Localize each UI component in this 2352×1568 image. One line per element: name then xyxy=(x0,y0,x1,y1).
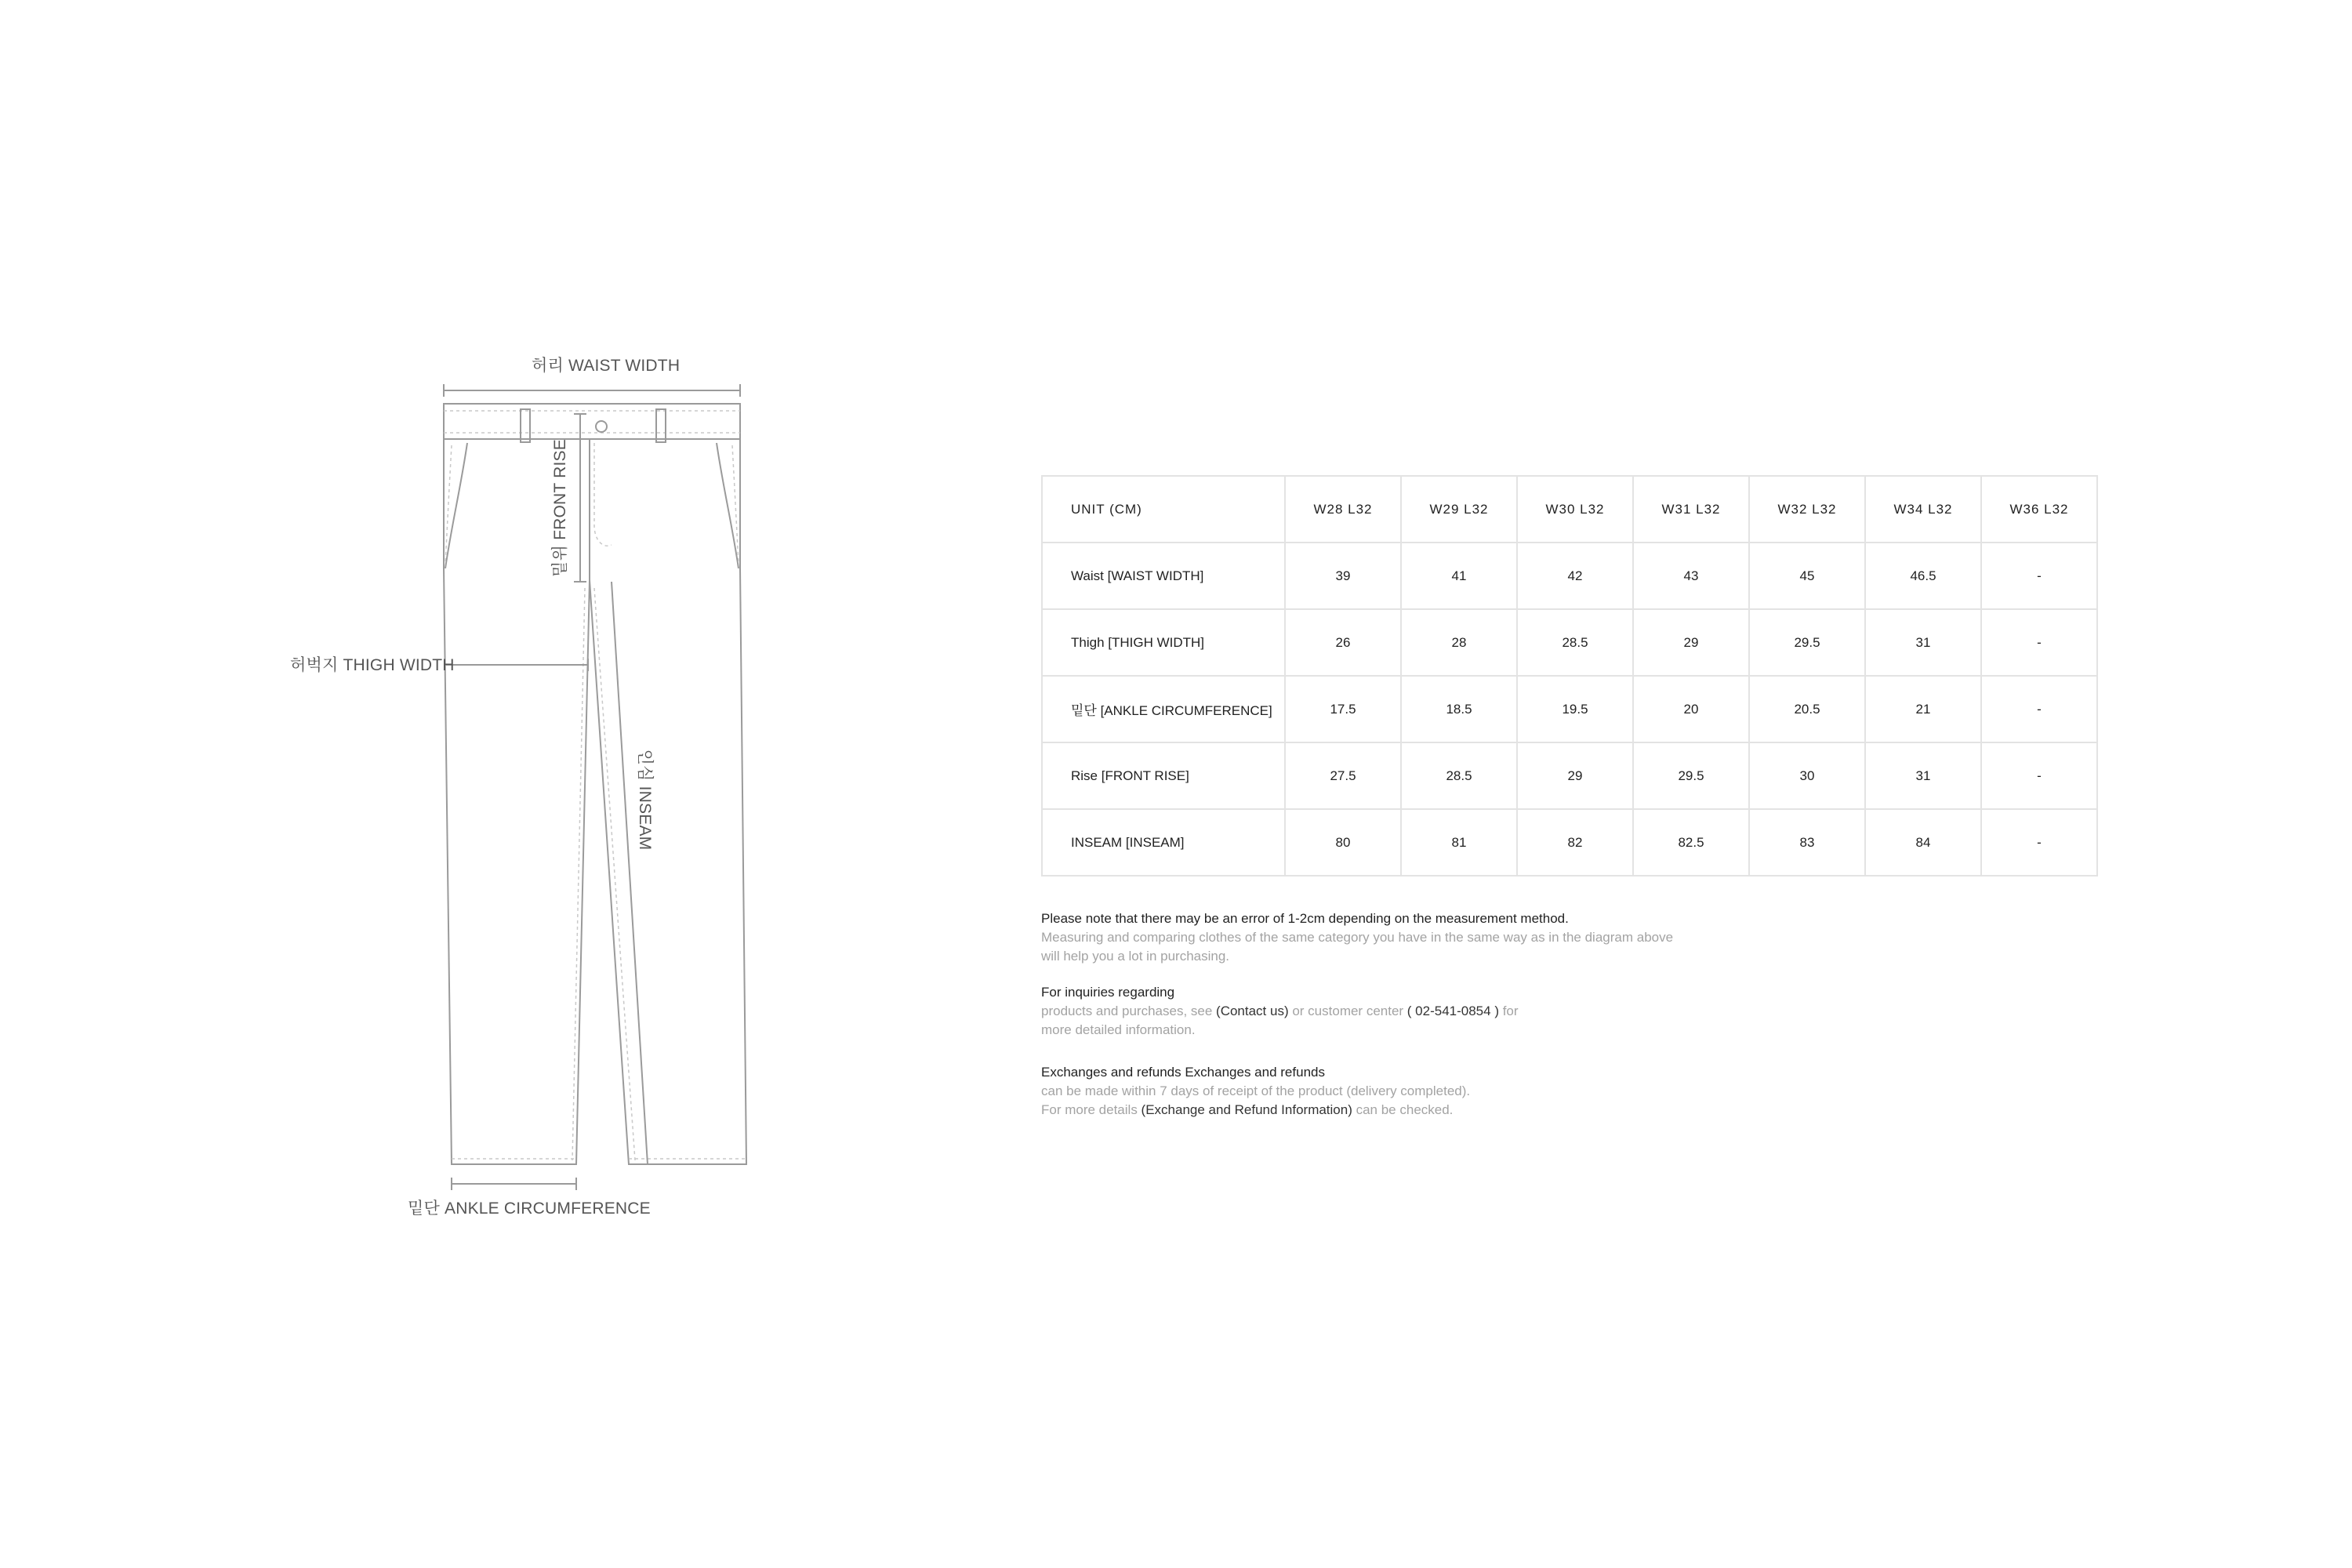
table-cell: 45 xyxy=(1749,543,1865,609)
table-cell: 31 xyxy=(1865,742,1981,809)
pants-outline-drawing xyxy=(267,329,815,1231)
front-rise-label: 밑위 FRONT RISE xyxy=(551,439,569,577)
contact-us-link[interactable]: (Contact us) xyxy=(1216,1004,1289,1018)
measurement-note-heading: Please note that there may be an error of 1-2cm depending on the measurement method. xyxy=(1041,911,1569,926)
belt-loop-left xyxy=(521,409,530,442)
pants-measurement-diagram xyxy=(267,329,815,1231)
fly-stitch xyxy=(594,443,612,546)
row-label: 밑단 [ANKLE CIRCUMFERENCE] xyxy=(1042,676,1285,742)
unit-header: UNIT (CM) xyxy=(1042,476,1285,543)
table-row-rise xyxy=(1042,742,2097,809)
inquiry-note xyxy=(1041,983,1747,1040)
table-cell: 42 xyxy=(1517,543,1633,609)
thigh-width-label: 허벅지 THIGH WIDTH xyxy=(290,656,455,674)
waist-width-label: 허리 WAIST WIDTH xyxy=(532,357,681,375)
table-cell: 20.5 xyxy=(1749,676,1865,742)
table-cell: 80 xyxy=(1285,809,1401,876)
table-cell: 31 xyxy=(1865,609,1981,676)
measurement-note-line: Measuring and comparing clothes of the same category you have in the same way as in the diagram above xyxy=(1041,930,1674,945)
waist-button xyxy=(596,421,607,432)
size-header: W36 L32 xyxy=(1981,476,2097,543)
exchange-refund-info-link[interactable]: (Exchange and Refund Information) xyxy=(1141,1102,1352,1117)
table-cell: 21 xyxy=(1865,676,1981,742)
inquiry-line xyxy=(1041,1002,1747,1021)
right-pocket xyxy=(717,443,739,568)
row-label: Rise [FRONT RISE] xyxy=(1042,742,1285,809)
table-cell: 29.5 xyxy=(1749,609,1865,676)
left-pocket xyxy=(445,443,467,568)
table-row-thigh xyxy=(1042,609,2097,676)
inseam-label: 인심 INSEAM xyxy=(636,749,654,851)
table-cell: 28.5 xyxy=(1517,609,1633,676)
table-cell: 29.5 xyxy=(1633,742,1749,809)
size-header: W29 L32 xyxy=(1401,476,1517,543)
table-cell: 26 xyxy=(1285,609,1401,676)
table-cell: 29 xyxy=(1633,609,1749,676)
inquiry-text: or customer center xyxy=(1288,1004,1407,1018)
table-header-row xyxy=(1042,476,2097,543)
exchange-heading: Exchanges and refunds Exchanges and refunds xyxy=(1041,1065,1325,1080)
exchange-note xyxy=(1041,1063,1747,1120)
exchange-text: can be checked. xyxy=(1352,1102,1454,1117)
table-cell: - xyxy=(1981,742,2097,809)
table-cell: 30 xyxy=(1749,742,1865,809)
inquiry-heading: For inquiries regarding xyxy=(1041,985,1175,1000)
table-cell: 46.5 xyxy=(1865,543,1981,609)
belt-loop-right xyxy=(656,409,666,442)
inquiry-text: products and purchases, see xyxy=(1041,1004,1217,1018)
table-cell: 82 xyxy=(1517,809,1633,876)
table-cell: 18.5 xyxy=(1401,676,1517,742)
right-leg-outline xyxy=(590,439,746,1164)
size-chart-table xyxy=(1041,475,2098,877)
table-cell: 19.5 xyxy=(1517,676,1633,742)
table-cell: 27.5 xyxy=(1285,742,1401,809)
table-cell: 29 xyxy=(1517,742,1633,809)
row-label: Thigh [THIGH WIDTH] xyxy=(1042,609,1285,676)
customer-center-phone: ( 02-541-0854 ) xyxy=(1406,1004,1499,1018)
row-label: INSEAM [INSEAM] xyxy=(1042,809,1285,876)
inquiry-line: more detailed information. xyxy=(1041,1022,1196,1037)
table-cell: 20 xyxy=(1633,676,1749,742)
ankle-circumference-label: 밑단 ANKLE CIRCUMFERENCE xyxy=(408,1200,651,1218)
table-cell: 39 xyxy=(1285,543,1401,609)
table-row-ankle xyxy=(1042,676,2097,742)
table-cell: - xyxy=(1981,809,2097,876)
row-label: Waist [WAIST WIDTH] xyxy=(1042,543,1285,609)
measurement-note-line: will help you a lot in purchasing. xyxy=(1041,949,1230,964)
table-cell: 17.5 xyxy=(1285,676,1401,742)
exchange-text: For more details xyxy=(1041,1102,1142,1117)
table-cell: 81 xyxy=(1401,809,1517,876)
table-cell: 41 xyxy=(1401,543,1517,609)
exchange-line xyxy=(1041,1101,1747,1120)
table-cell: 83 xyxy=(1749,809,1865,876)
table-cell: - xyxy=(1981,543,2097,609)
table-cell: 82.5 xyxy=(1633,809,1749,876)
size-header: W28 L32 xyxy=(1285,476,1401,543)
table-row-inseam xyxy=(1042,809,2097,876)
table-cell: 28.5 xyxy=(1401,742,1517,809)
exchange-line: can be made within 7 days of receipt of the product (delivery completed). xyxy=(1041,1083,1471,1098)
table-cell: 84 xyxy=(1865,809,1981,876)
size-header: W30 L32 xyxy=(1517,476,1633,543)
table-cell: - xyxy=(1981,609,2097,676)
table-cell: - xyxy=(1981,676,2097,742)
size-notes xyxy=(1041,909,1747,1137)
measurement-note xyxy=(1041,909,1747,966)
size-header: W32 L32 xyxy=(1749,476,1865,543)
waistband xyxy=(444,404,740,439)
table-cell: 28 xyxy=(1401,609,1517,676)
inquiry-text: for xyxy=(1498,1004,1519,1018)
table-row-waist xyxy=(1042,543,2097,609)
table-cell: 43 xyxy=(1633,543,1749,609)
size-header: W34 L32 xyxy=(1865,476,1981,543)
size-header: W31 L32 xyxy=(1633,476,1749,543)
